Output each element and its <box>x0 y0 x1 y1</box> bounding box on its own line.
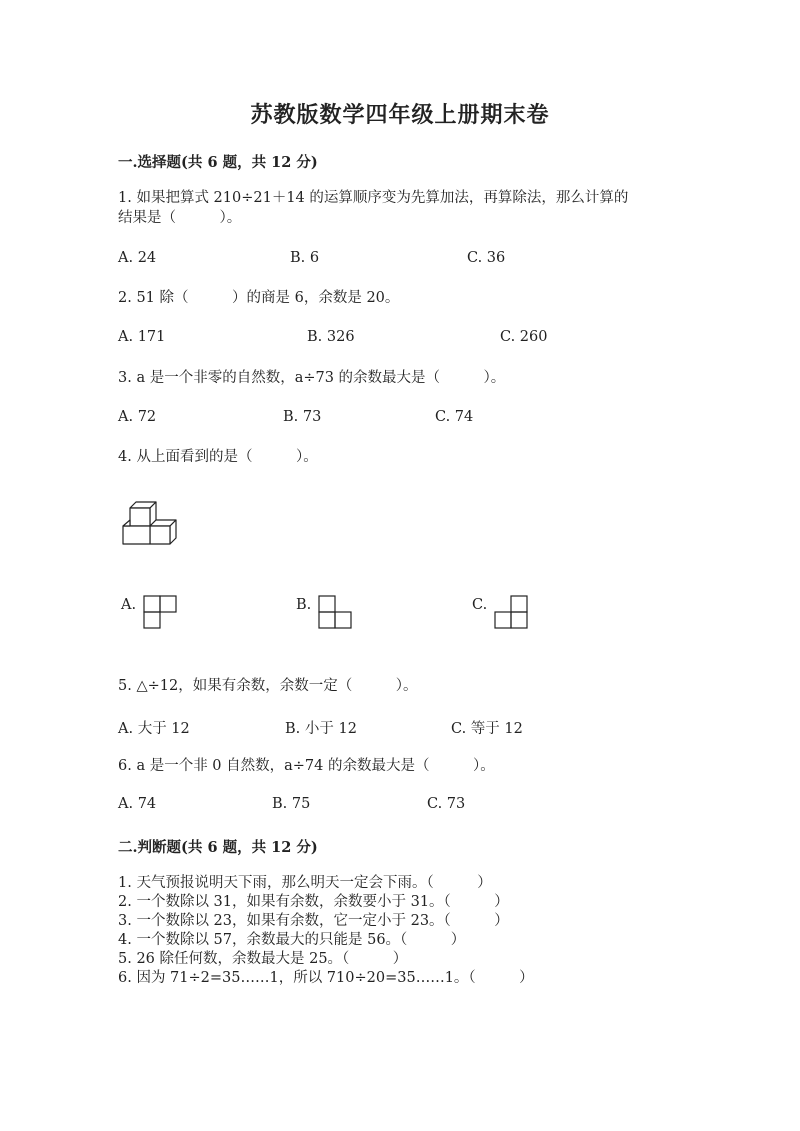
question-5: 5. △÷12，如果有余数，余数一定（ ）。 <box>118 678 418 694</box>
question-4: 4. 从上面看到的是（ ）。 <box>118 449 318 465</box>
question-1-line-1: 1. 如果把算式 210÷21＋14 的运算顺序变为先算加法，再算除法，那么计算的 <box>118 190 629 206</box>
q1-option-a: A. 24 <box>118 250 157 266</box>
page-title: 苏教版数学四年级上册期末卷 <box>250 102 550 128</box>
q1-option-b: B. 6 <box>290 250 320 266</box>
q4-option-a: A. <box>121 597 137 613</box>
question-2: 2. 51 除（ ）的商是 6，余数是 20。 <box>118 290 400 306</box>
q2-option-a: A. 171 <box>118 329 166 345</box>
q4-option-b-figure <box>318 595 354 629</box>
q3-option-c: C. 74 <box>435 409 474 425</box>
question-3: 3. a 是一个非零的自然数，a÷73 的余数最大是（ ）。 <box>118 370 506 386</box>
section-heading-choice: 一.选择题(共 6 题，共 12 分) <box>118 154 318 171</box>
stacked-cubes-figure <box>118 500 184 550</box>
q6-option-a: A. 74 <box>118 796 157 812</box>
section-heading-true-false: 二.判断题(共 6 题，共 12 分) <box>118 839 318 856</box>
q3-option-b: B. 73 <box>283 409 322 425</box>
judge-item-5: 5. 26 除任何数，余数最大是 25。（ ） <box>118 951 408 967</box>
judge-item-4: 4. 一个数除以 57，余数最大的只能是 56。（ ） <box>118 932 466 948</box>
q5-option-a: A. 大于 12 <box>118 721 190 737</box>
question-1-line-2: 结果是（ ）。 <box>118 210 242 226</box>
judge-item-3: 3. 一个数除以 23，如果有余数，它一定小于 23。（ ） <box>118 913 509 929</box>
q6-option-b: B. 75 <box>272 796 311 812</box>
question-1 <box>118 188 678 228</box>
judge-item-2: 2. 一个数除以 31，如果有余数，余数要小于 31。（ ） <box>118 894 509 910</box>
judge-item-1: 1. 天气预报说明天下雨，那么明天一定会下雨。（ ） <box>118 875 492 891</box>
judge-item-6: 6. 因为 71÷2=35……1，所以 710÷20=35……1。（ ） <box>118 970 534 986</box>
q4-option-b: B. <box>296 597 312 613</box>
q2-option-c: C. 260 <box>500 329 548 345</box>
q3-option-a: A. 72 <box>118 409 157 425</box>
q4-option-c: C. <box>472 597 488 613</box>
q5-option-b: B. 小于 12 <box>285 721 357 737</box>
q4-option-a-figure <box>143 595 179 629</box>
question-6: 6. a 是一个非 0 自然数，a÷74 的余数最大是（ ）。 <box>118 758 495 774</box>
q4-option-c-figure <box>494 595 530 629</box>
q5-option-c: C. 等于 12 <box>451 721 523 737</box>
q1-option-c: C. 36 <box>467 250 506 266</box>
q2-option-b: B. 326 <box>307 329 355 345</box>
q6-option-c: C. 73 <box>427 796 466 812</box>
